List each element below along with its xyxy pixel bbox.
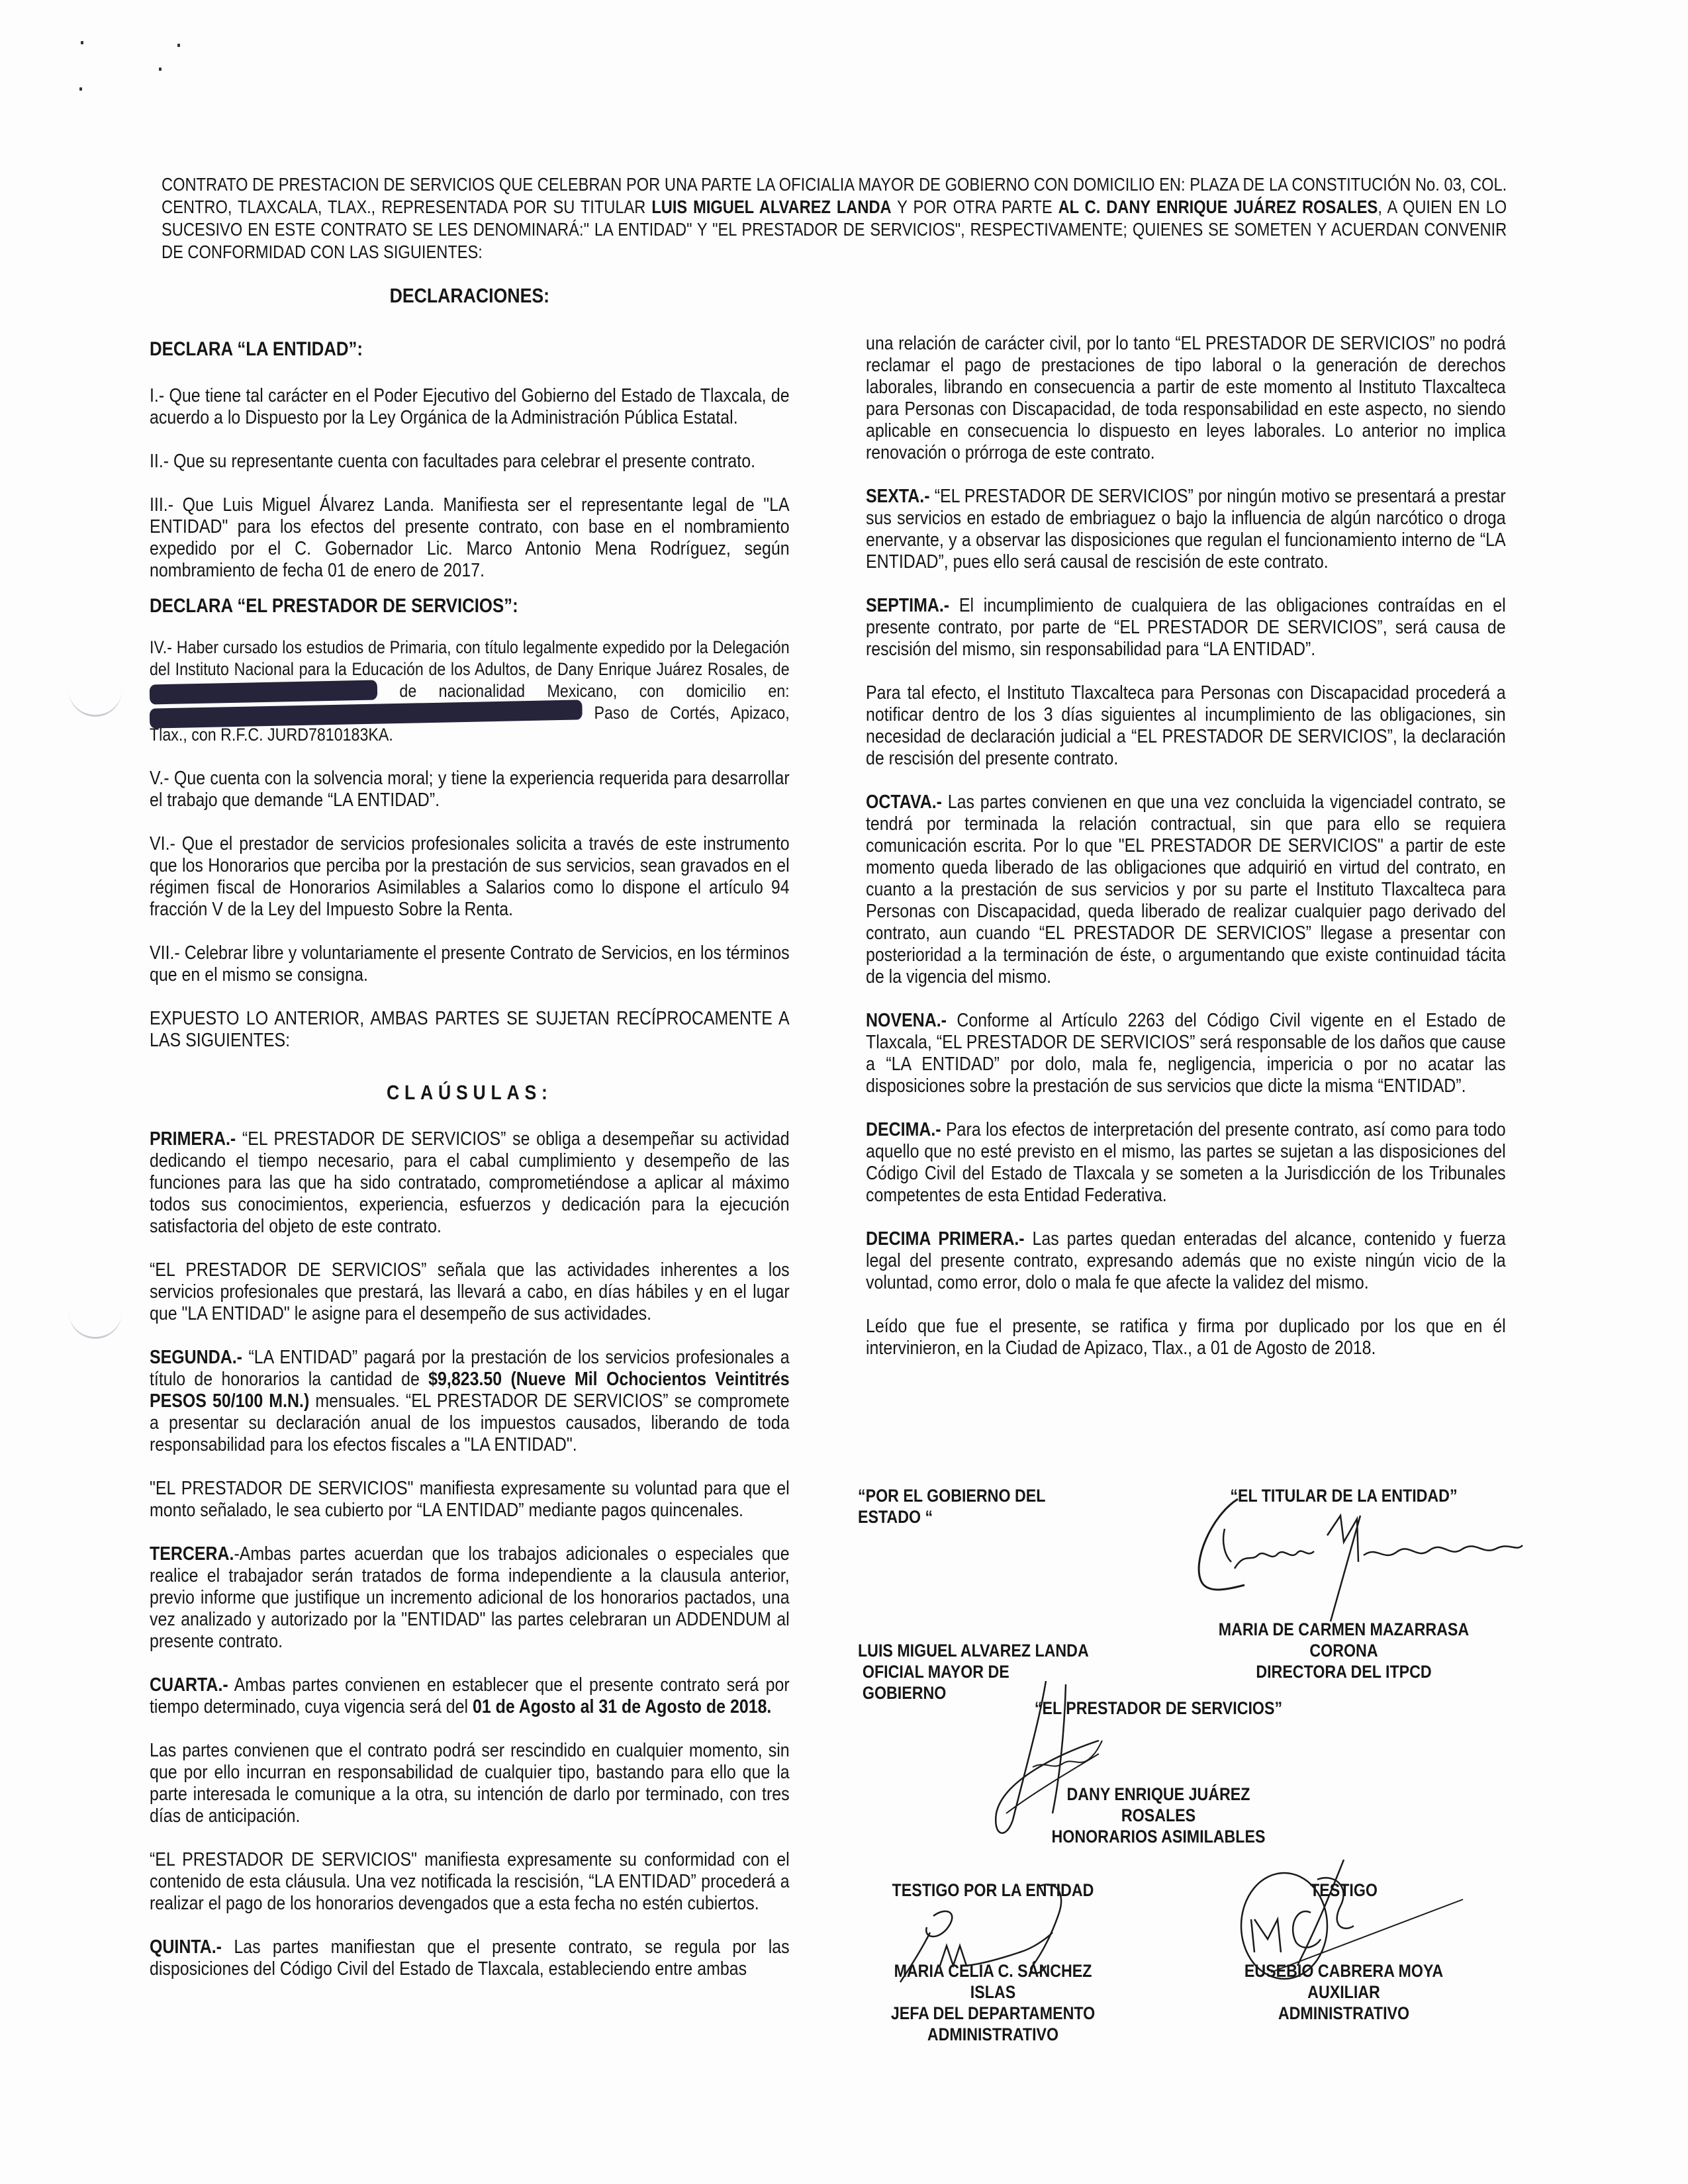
declaration-iii: III.- Que Luis Miguel Álvarez Landa. Manifiesta ser el representante legal de "LA ENTIDAD" para los efectos del presente contrato, con base en el nombramiento expedido por el C. Gobernador Lic. Marco Antonio Mena Rodríguez, según nombramiento de fecha 01 de enero de 2017. bbox=[150, 494, 790, 581]
signatory-name-line2: CORONA bbox=[1309, 1641, 1378, 1661]
signature-heading: “EL TITULAR DE LA ENTIDAD” bbox=[1230, 1486, 1458, 1506]
contract-preamble bbox=[162, 173, 1507, 263]
closing-statement: Leído que fue el presente, se ratifica y firma por duplicado por los que en él intervinieron, en la Ciudad de Apizaco, Tlax., a 01 de Agosto de 2018. bbox=[866, 1316, 1506, 1359]
preamble-text: CONTRATO DE PRESTACION DE SERVICIOS QUE CELEBRAN POR UNA PARTE LA OFICIALIA MAYOR DE GOBIERNO CON DOMICILIO EN: PLAZA DE LA CONSTITUCIÓN No. 03, COL. CENTRO, TLAXCALA, TLAX., REPRESENTADA POR SU TITULAR bbox=[162, 174, 1507, 217]
signatory-name: EUSEBIO CABRERA MOYA bbox=[1244, 1961, 1444, 1981]
scan-speck bbox=[81, 41, 83, 44]
signature-heading: “POR EL GOBIERNO DEL ESTADO “ bbox=[858, 1486, 1045, 1527]
signature-block-gobierno bbox=[858, 1485, 1097, 1704]
clause-quinta: QUINTA.- Las partes manifiestan que el presente contrato, se regula por las disposiciones del Código Civil del Estado de Tlaxcala, estableciendo entre ambas bbox=[150, 1936, 790, 1979]
punch-hole-mark bbox=[69, 1310, 122, 1339]
provider-name: AL C. DANY ENRIQUE JUÁREZ ROSALES bbox=[1058, 197, 1378, 217]
signatory-title: OFICIAL MAYOR DE GOBIERNO bbox=[862, 1662, 1009, 1703]
clause-septima: SEPTIMA.- El incumplimiento de cualquiera de las obligaciones contraídas en el presente contrato, por parte de “EL PRESTADOR DE SERVICIOS”, será causa de rescisión del mismo, sin responsabilidad para “LA ENTIDAD”. bbox=[866, 595, 1506, 660]
clause-primera-b: “EL PRESTADOR DE SERVICIOS” señala que las actividades inherentes a los servicios profesionales que prestará, las llevará a cabo, en días hábiles y en el lugar que "LA ENTIDAD" le asigne para el desempeño de sus actividades. bbox=[150, 1259, 790, 1324]
signatory-name: MARIA CELIA C. SÁNCHEZ ISLAS bbox=[894, 1961, 1092, 2002]
scan-speck bbox=[79, 87, 82, 91]
signatory-title: HONORARIOS ASIMILABLES bbox=[1051, 1827, 1266, 1846]
clause-cuarta-b: Las partes convienen que el contrato podrá ser rescindido en cualquier momento, sin que por ello incurran en responsabilidad de cualquier tipo, bastando para ello que la parte interesada le comunique a la otra, su intención de darlo por terminado, con tres días de anticipación. bbox=[150, 1740, 790, 1827]
declara-entidad-heading: DECLARA “LA ENTIDAD”: bbox=[150, 338, 363, 360]
right-column bbox=[866, 333, 1506, 1381]
signatory-title: DIRECTORA DEL ITPCD bbox=[1256, 1662, 1432, 1682]
representative-name: LUIS MIGUEL ALVAREZ LANDA bbox=[651, 197, 892, 217]
signatory-title: JEFA DEL DEPARTAMENTO bbox=[890, 2003, 1096, 2023]
signature-testigo-entidad bbox=[874, 1866, 1086, 1985]
signatory-title: AUXILIAR ADMINISTRATIVO bbox=[1278, 1982, 1410, 2023]
clause-primera: PRIMERA.- “EL PRESTADOR DE SERVICIOS” se obliga a desempeñar su actividad dedicando el tiempo necesario, para el cabal cumplimiento y desempeño de las funciones para las que ha sido contratado, comprometiéndose a aplicar al máximo todos sus conocimientos, experiencia, esfuerzos y dedicación para la ejecución satisfactoria del objeto de este contrato. bbox=[150, 1128, 790, 1237]
left-column bbox=[150, 285, 790, 2002]
clause-segunda-c: "EL PRESTADOR DE SERVICIOS" manifiesta expresamente su voluntad para que el monto señalado, le sea cubierto por “LA ENTIDAD” mediante pagos quincenales. bbox=[150, 1478, 790, 1521]
declaration-v: V.- Que cuenta con la solvencia moral; y tiene la experiencia requerida para desarrollar el trabajo que demande “LA ENTIDAD”. bbox=[150, 768, 790, 811]
scan-speck bbox=[177, 44, 180, 47]
signature-prestador bbox=[966, 1681, 1165, 1840]
clause-novena: NOVENA.- Conforme al Artículo 2263 del Código Civil vigente en el Estado de Tlaxcala, “EL PRESTADOR DE SERVICIOS” será responsable de los daños que cause a “LA ENTIDAD” por dolo, mala fe, negligencia, impericia o por no acatar las disposiciones sobre la prestación de sus servicios que dicte la misma “ENTIDAD”. bbox=[866, 1010, 1506, 1097]
scan-speck bbox=[159, 68, 162, 71]
signature-testigo bbox=[1218, 1853, 1470, 1985]
clause-sexta: SEXTA.- “EL PRESTADOR DE SERVICIOS” por ningún motivo se presentará a prestar sus servicios en estado de embriaguez o bajo la influencia de algún narcótico o droga enervante, y a observar las disposiciones que regulan el funcionamiento interno de “LA ENTIDAD”, pues ello será causal de rescisión de este contrato. bbox=[866, 486, 1506, 572]
signature-heading: TESTIGO bbox=[1310, 1880, 1378, 1900]
clause-decima: DECIMA.- Para los efectos de interpretación del presente contrato, así como para todo aquello que no esté previsto en el mismo, las partes se sujetan a las disposiciones del Código Civil del Estado de Tlaxcala y se someten a la Jurisdicción de los Tribunales competentes de esta Entidad Federativa. bbox=[866, 1119, 1506, 1206]
expuesto-text: EXPUESTO LO ANTERIOR, AMBAS PARTES SE SUJETAN RECÍPROCAMENTE A LAS SIGUIENTES: bbox=[150, 1008, 790, 1051]
clause-decima-primera: DECIMA PRIMERA.- Las partes quedan enteradas del alcance, contenido y fuerza legal del presente contrato, expresando además que no existe ningún vicio de la voluntad, como error, dolo o mala fe que afecte la validez del mismo. bbox=[866, 1228, 1506, 1293]
signatory-title-line2: ADMINISTRATIVO bbox=[927, 2025, 1059, 2044]
declara-prestador-heading: DECLARA “EL PRESTADOR DE SERVICIOS”: bbox=[150, 595, 518, 617]
declaraciones-heading: DECLARACIONES: bbox=[389, 284, 550, 307]
clause-segunda: SEGUNDA.- “LA ENTIDAD” pagará por la prestación de los servicios profesionales a título de honorarios la cantidad de $9,823.50 (Nueve Mil Ochocientos Veintitrés PESOS 50/100 M.N.) mensuales. “EL PRESTADOR DE SERVICIOS” se compromete a presentar su declaración anual de los impuestos causados, liberando de toda responsabilidad para los efectos fiscales a "LA ENTIDAD". bbox=[150, 1347, 790, 1455]
clause-quinta-continued: una relación de carácter civil, por lo tanto “EL PRESTADOR DE SERVICIOS” no podrá reclamar el pago de prestaciones de tipo laboral o la generación de derechos laborales, librando en consecuencia a partir de este momento al Instituto Tlaxcalteca para Personas con Discapacidad, de toda responsabilidad en este aspecto, no siendo aplicable en consecuencia lo dispuesto en leyes laborales. Lo anterior no implica renovación o prórroga de este contrato. bbox=[866, 333, 1506, 463]
clause-tercera: TERCERA.-Ambas partes acuerdan que los trabajos adicionales o especiales que realice el trabajador serán tratados de forma independiente a la clausula anterior, previo informe que justifique un incremento adicional de los honorarios pactados, una vez analizado y autorizado por la "ENTIDAD" las partes celebraran un ADDENDUM al presente contrato. bbox=[150, 1543, 790, 1652]
signatory-name: MARIA DE CARMEN MAZARRASA bbox=[1218, 1619, 1470, 1639]
clause-cuarta-c: “EL PRESTADOR DE SERVICIOS" manifiesta expresamente su conformidad con el contenido de esta cláusula. Una vez notificada la rescisión, “LA ENTIDAD” procederá a realizar el pago de los honorarios devengados que a esta fecha no estén cubiertos. bbox=[150, 1849, 790, 1914]
declaration-i: I.- Que tiene tal carácter en el Poder Ejecutivo del Gobierno del Estado de Tlaxcala, de acuerdo a lo Dispuesto por la Ley Orgánica de la Administración Pública Estatal. bbox=[150, 385, 790, 428]
clausulas-heading: CLAÚSULAS: bbox=[386, 1081, 553, 1104]
punch-hole-mark bbox=[69, 688, 122, 717]
clause-septima-b: Para tal efecto, el Instituto Tlaxcalteca para Personas con Discapacidad procederá a notificar dentro de los 3 días siguientes al incumplimiento de las obligaciones, sin necesidad de declaración judicial a “EL PRESTADOR DE SERVICIOS”, la declaración de rescisión del presente contrato. bbox=[866, 682, 1506, 769]
signature-titular bbox=[1185, 1489, 1529, 1621]
contract-period: 01 de Agosto al 31 de Agosto de 2018. bbox=[472, 1696, 772, 1717]
preamble-text: , A QUIEN EN LO SUCESIVO EN ESTE CONTRATO SE LES DENOMINARÁ:" LA ENTIDAD" Y "EL PRESTADOR DE SERVICIOS", RESPECTIVAMENTE; QUIENES SE SOMETEN Y ACUERDAN CONVENIR DE CONFORMIDAD CON LAS SIGUIENTES: bbox=[162, 197, 1507, 262]
clause-cuarta: CUARTA.- Ambas partes convienen en establecer que el presente contrato será por tiempo determinado, cuya vigencia será del 01 de Agosto al 31 de Agosto de 2018. bbox=[150, 1674, 790, 1717]
redacted-personal-data bbox=[150, 680, 377, 704]
signature-heading: TESTIGO POR LA ENTIDAD bbox=[892, 1880, 1094, 1900]
declaration-iv: IV.- Haber cursado los estudios de Primaria, con título legalmente expedido por la Delegación del Instituto Nacional para la Educación de los Adultos, de Dany Enrique Juárez Rosales, de de nacionalidad Mexicano, con domicilio en: Paso de Cortés, Apizaco, Tlax., con R.F.C. JURD7810183KA. bbox=[150, 637, 790, 745]
declaration-ii: II.- Que su representante cuenta con facultades para celebrar el presente contrato. bbox=[150, 451, 756, 472]
clause-octava: OCTAVA.- Las partes convienen en que una vez concluida la vigenciadel contrato, se tendrá por terminada la relación contractual, sin que para ello se requiera comunicación escrita. Por lo que "EL PRESTADOR DE SERVICIOS" a partir de este momento queda liberado de las obligaciones que adquirió en virtud del contrato, en cuanto a la prestación de sus servicios y por su parte el Instituto Tlaxcalteca para Personas con Discapacidad, queda liberado de realizar cualquier pago derivado del contrato, aun cuando “EL PRESTADOR DE SERVICIOS” llegase a presentar con posterioridad a la terminación de éste, o argumentando que existe continuidad tácita de la vigencia del mismo. bbox=[866, 792, 1506, 987]
preamble-text: Y POR OTRA PARTE bbox=[891, 197, 1058, 217]
signature-heading: “EL PRESTADOR DE SERVICIOS” bbox=[1034, 1698, 1283, 1718]
signatory-name: DANY ENRIQUE JUÁREZ ROSALES bbox=[1066, 1784, 1250, 1825]
payment-amount: $9,823.50 (Nueve Mil Ochocientos Veintitrés PESOS 50/100 M.N.) bbox=[150, 1369, 790, 1412]
signatory-name: LUIS MIGUEL ALVAREZ LANDA bbox=[858, 1641, 1089, 1661]
declaration-vi: VI.- Que el prestador de servicios profesionales solicita a través de este instrumento que los Honorarios que perciba por la prestación de sus servicios, sean gravados en el régimen fiscal de Honorarios Asimilables a Salarios como lo dispone el artículo 94 fracción V de la Ley del Impuesto Sobre la Renta. bbox=[150, 833, 790, 920]
declaration-vii: VII.- Celebrar libre y voluntariamente el presente Contrato de Servicios, en los términos que en el mismo se consigna. bbox=[150, 942, 790, 985]
